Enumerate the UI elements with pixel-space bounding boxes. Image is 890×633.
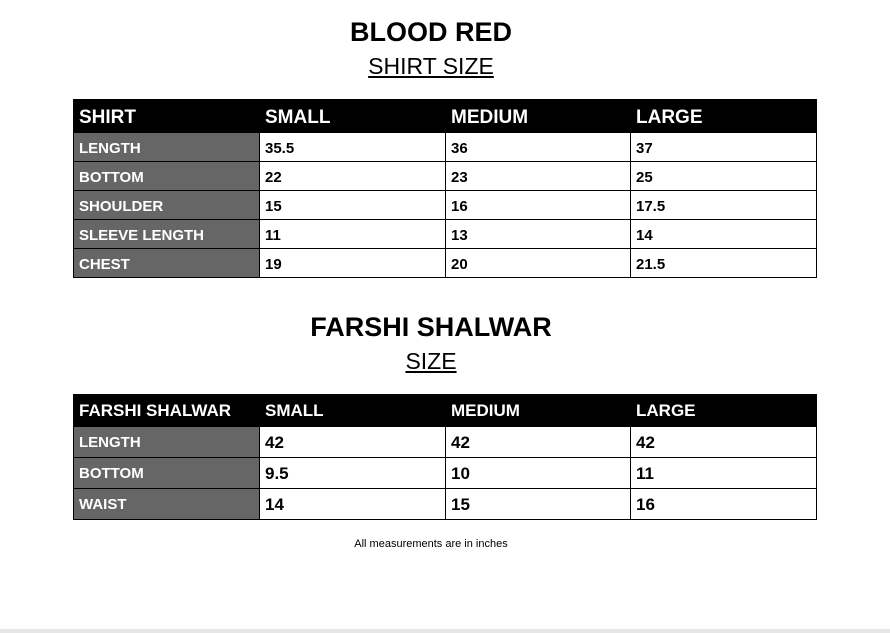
- table-cell: 36: [446, 133, 631, 162]
- table-cell: 35.5: [260, 133, 446, 162]
- shirt-section-subtitle: SHIRT SIZE: [368, 53, 494, 79]
- column-header-measurement: SHIRT: [74, 100, 260, 133]
- table-cell: 17.5: [631, 191, 817, 220]
- table-cell: 42: [446, 427, 631, 458]
- table-row: [74, 191, 817, 220]
- column-header-medium: MEDIUM: [446, 100, 631, 133]
- table-row: [74, 489, 817, 520]
- table-cell: 14: [631, 220, 817, 249]
- table-cell: 16: [631, 489, 817, 520]
- table-cell: 23: [446, 162, 631, 191]
- table-cell: 20: [446, 249, 631, 278]
- table-cell: 42: [631, 427, 817, 458]
- column-header-medium: MEDIUM: [446, 395, 631, 427]
- measurement-footnote: All measurements are in inches: [354, 538, 508, 550]
- row-label: LENGTH: [74, 427, 260, 458]
- table-row: [74, 249, 817, 278]
- table-row: [74, 162, 817, 191]
- table-cell: 25: [631, 162, 817, 191]
- row-label: LENGTH: [74, 133, 260, 162]
- shalwar-section-subtitle: SIZE: [405, 348, 457, 374]
- table-cell: 37: [631, 133, 817, 162]
- table-row: [74, 458, 817, 489]
- table-header-row: [74, 395, 817, 427]
- table-cell: 15: [260, 191, 446, 220]
- table-cell: 14: [260, 489, 446, 520]
- table-cell: 19: [260, 249, 446, 278]
- row-label: CHEST: [74, 249, 260, 278]
- table-cell: 16: [446, 191, 631, 220]
- shirt-section-title: BLOOD RED: [350, 17, 512, 47]
- table-cell: 21.5: [631, 249, 817, 278]
- row-label: BOTTOM: [74, 458, 260, 489]
- row-label: SHOULDER: [74, 191, 260, 220]
- shalwar-size-table: [73, 394, 817, 520]
- column-header-large: LARGE: [631, 395, 817, 427]
- page-bottom-edge: [0, 629, 890, 633]
- row-label: BOTTOM: [74, 162, 260, 191]
- table-cell: 42: [260, 427, 446, 458]
- row-label: SLEEVE LENGTH: [74, 220, 260, 249]
- column-header-measurement: FARSHI SHALWAR: [74, 395, 260, 427]
- table-cell: 22: [260, 162, 446, 191]
- row-label: WAIST: [74, 489, 260, 520]
- table-cell: 9.5: [260, 458, 446, 489]
- table-cell: 15: [446, 489, 631, 520]
- table-row: [74, 220, 817, 249]
- table-row: [74, 133, 817, 162]
- column-header-small: SMALL: [260, 100, 446, 133]
- column-header-small: SMALL: [260, 395, 446, 427]
- table-cell: 11: [631, 458, 817, 489]
- table-cell: 11: [260, 220, 446, 249]
- table-row: [74, 427, 817, 458]
- table-header-row: [74, 100, 817, 133]
- shirt-size-table: [73, 99, 817, 278]
- shalwar-section-title: FARSHI SHALWAR: [310, 312, 552, 342]
- column-header-large: LARGE: [631, 100, 817, 133]
- table-cell: 13: [446, 220, 631, 249]
- table-cell: 10: [446, 458, 631, 489]
